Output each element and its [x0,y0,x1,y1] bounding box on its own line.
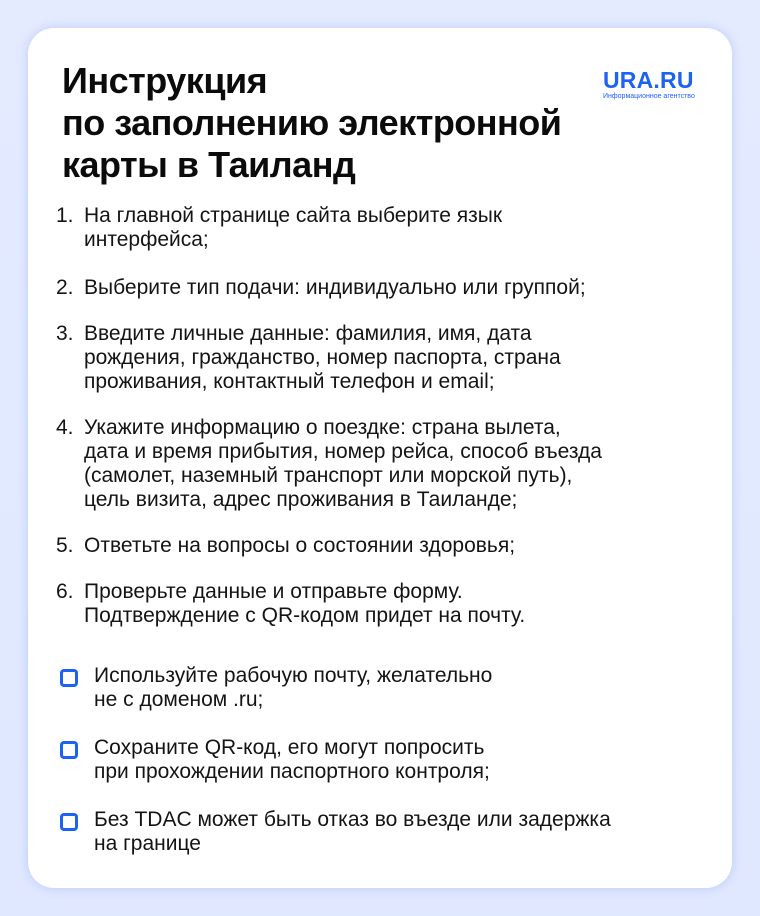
step-number: 2. [56,276,74,299]
tip-line: Сохраните QR-код, его могут попросить [94,736,485,759]
title-line: по заполнению электронной [62,102,562,143]
tip-text [94,664,724,712]
tip-line: Без TDAC может быть отказ во въезде или задержка [94,808,611,831]
step-number: 6. [56,580,74,603]
step-text [84,276,714,300]
step-line: Введите личные данные: фамилия, имя, дата [84,322,532,345]
step-number: 5. [56,534,74,557]
step-line: дата и время прибытия, номер рейса, способ въезда [84,440,602,463]
title-line: Инструкция [62,60,268,101]
step-line: интерфейса; [84,228,209,251]
tip-line: не с доменом .ru; [94,688,264,711]
logo-name: URA.RU [603,67,694,93]
step-text [84,416,714,512]
tip-text [94,736,724,784]
step-text [84,534,714,558]
step-text [84,204,714,252]
step-line: рождения, гражданство, номер паспорта, страна [84,346,561,369]
tip-line: на границе [94,832,201,855]
step-line: Ответьте на вопросы о состоянии здоровья; [84,534,516,557]
step-line: На главной странице сайта выберите язык [84,204,503,227]
step-line: Подтверждение с QR-кодом придет на почту. [84,604,526,627]
page-title [62,60,602,186]
checkbox-icon [60,669,78,687]
step-number: 4. [56,416,74,439]
logo-tagline: Информационное агентство [603,93,695,100]
step-line: проживания, контактный телефон и email; [84,370,495,393]
tip-line: Используйте рабочую почту, желательно [94,664,493,687]
step-line: (самолет, наземный транспорт или морской путь), [84,464,573,487]
step-line: Выберите тип подачи: индивидуально или группой; [84,276,586,299]
step-number: 3. [56,322,74,345]
step-text [84,322,714,394]
ura-logo [603,69,713,101]
title-line: карты в Таиланд [62,144,356,185]
step-text [84,580,714,628]
tip-text [94,808,724,856]
step-line: Укажите информацию о поездке: страна вылета, [84,416,561,439]
tip-line: при прохождении паспортного контроля; [94,760,490,783]
step-line: цель визита, адрес проживания в Таиланде; [84,488,518,511]
step-line: Проверьте данные и отправьте форму. [84,580,463,603]
step-number: 1. [56,204,74,227]
checkbox-icon [60,813,78,831]
checkbox-icon [60,741,78,759]
